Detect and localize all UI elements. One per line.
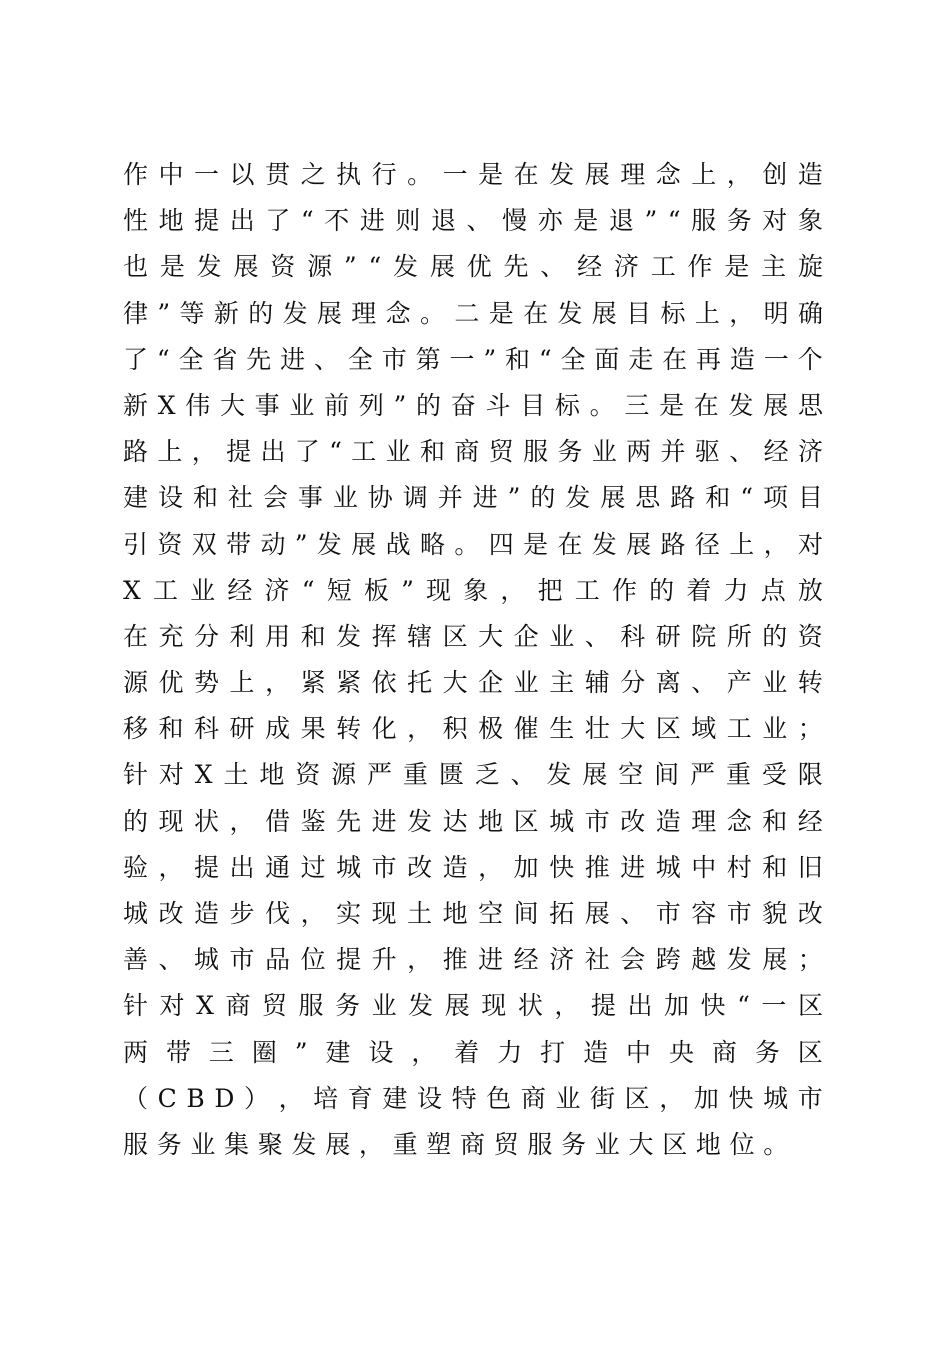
text-line: 移 和 科 研 成 果 转 化 ， 积 极 催 生 壮 大 区 域 工 业 ； bbox=[123, 714, 823, 744]
text-line: 律 ” 等 新 的 发 展 理 念 。 二 是 在 发 展 目 标 上 ， 明 确 bbox=[123, 298, 823, 328]
text-line: 针 对 X 商 贸 服 务 业 发 展 现 状 ， 提 出 加 快 “ 一 区 bbox=[123, 991, 823, 1021]
text-line: 作 中 一 以 贯 之 执 行 。 一 是 在 发 展 理 念 上 ， 创 造 bbox=[123, 160, 823, 189]
body-paragraph bbox=[123, 152, 823, 1168]
text-line: 引 资 双 带 动 ” 发 展 战 略 。 四 是 在 发 展 路 径 上 ， 对 bbox=[123, 529, 823, 559]
text-line: 建 设 和 社 会 事 业 协 调 并 进 ” 的 发 展 思 路 和 “ 项 目 bbox=[123, 483, 823, 513]
text-line: 服务业集聚发展，重塑商贸服务业大区地位。 bbox=[123, 1129, 798, 1159]
text-line: 针 对 X 土 地 资 源 严 重 匮 乏 、 发 展 空 间 严 重 受 限 bbox=[123, 760, 823, 790]
text-line: （ C B D ） ， 培 育 建 设 特 色 商 业 街 区 ， 加 快 城 市 bbox=[123, 1083, 823, 1113]
text-line: 在 充 分 利 用 和 发 挥 辖 区 大 企 业 、 科 研 院 所 的 资 bbox=[123, 621, 823, 651]
text-line: 验 ， 提 出 通 过 城 市 改 造 ， 加 快 推 进 城 中 村 和 旧 bbox=[123, 852, 823, 882]
text-line: 的 现 状 ， 借 鉴 先 进 发 达 地 区 城 市 改 造 理 念 和 经 bbox=[123, 806, 823, 836]
text-line: 了 “ 全 省 先 进 、 全 市 第 一 ” 和 “ 全 面 走 在 再 造 一 个 bbox=[123, 344, 823, 374]
text-line: 善 、 城 市 品 位 提 升 ， 推 进 经 济 社 会 跨 越 发 展 ； bbox=[123, 945, 823, 975]
text-line: 性 地 提 出 了 “ 不 进 则 退 、 慢 亦 是 退 ” “ 服 务 对 象 bbox=[123, 206, 823, 236]
text-line: 两 带 三 圈 ” 建 设 ， 着 力 打 造 中 央 商 务 区 bbox=[123, 1037, 823, 1067]
text-line: X 工 业 经 济 “ 短 板 ” 现 象 ， 把 工 作 的 着 力 点 放 bbox=[123, 575, 823, 605]
text-line: 路 上 ， 提 出 了 “ 工 业 和 商 贸 服 务 业 两 并 驱 、 经 济 bbox=[123, 437, 823, 467]
text-line: 新 X 伟 大 事 业 前 列 ” 的 奋 斗 目 标 。 三 是 在 发 展 思 bbox=[123, 390, 823, 420]
text-line: 源 优 势 上 ， 紧 紧 依 托 大 企 业 主 辅 分 离 、 产 业 转 bbox=[123, 668, 823, 698]
text-line: 城 改 造 步 伐 ， 实 现 土 地 空 间 拓 展 、 市 容 市 貌 改 bbox=[123, 899, 823, 928]
text-line: 也 是 发 展 资 源 ” “ 发 展 优 先 、 经 济 工 作 是 主 旋 bbox=[123, 252, 823, 282]
